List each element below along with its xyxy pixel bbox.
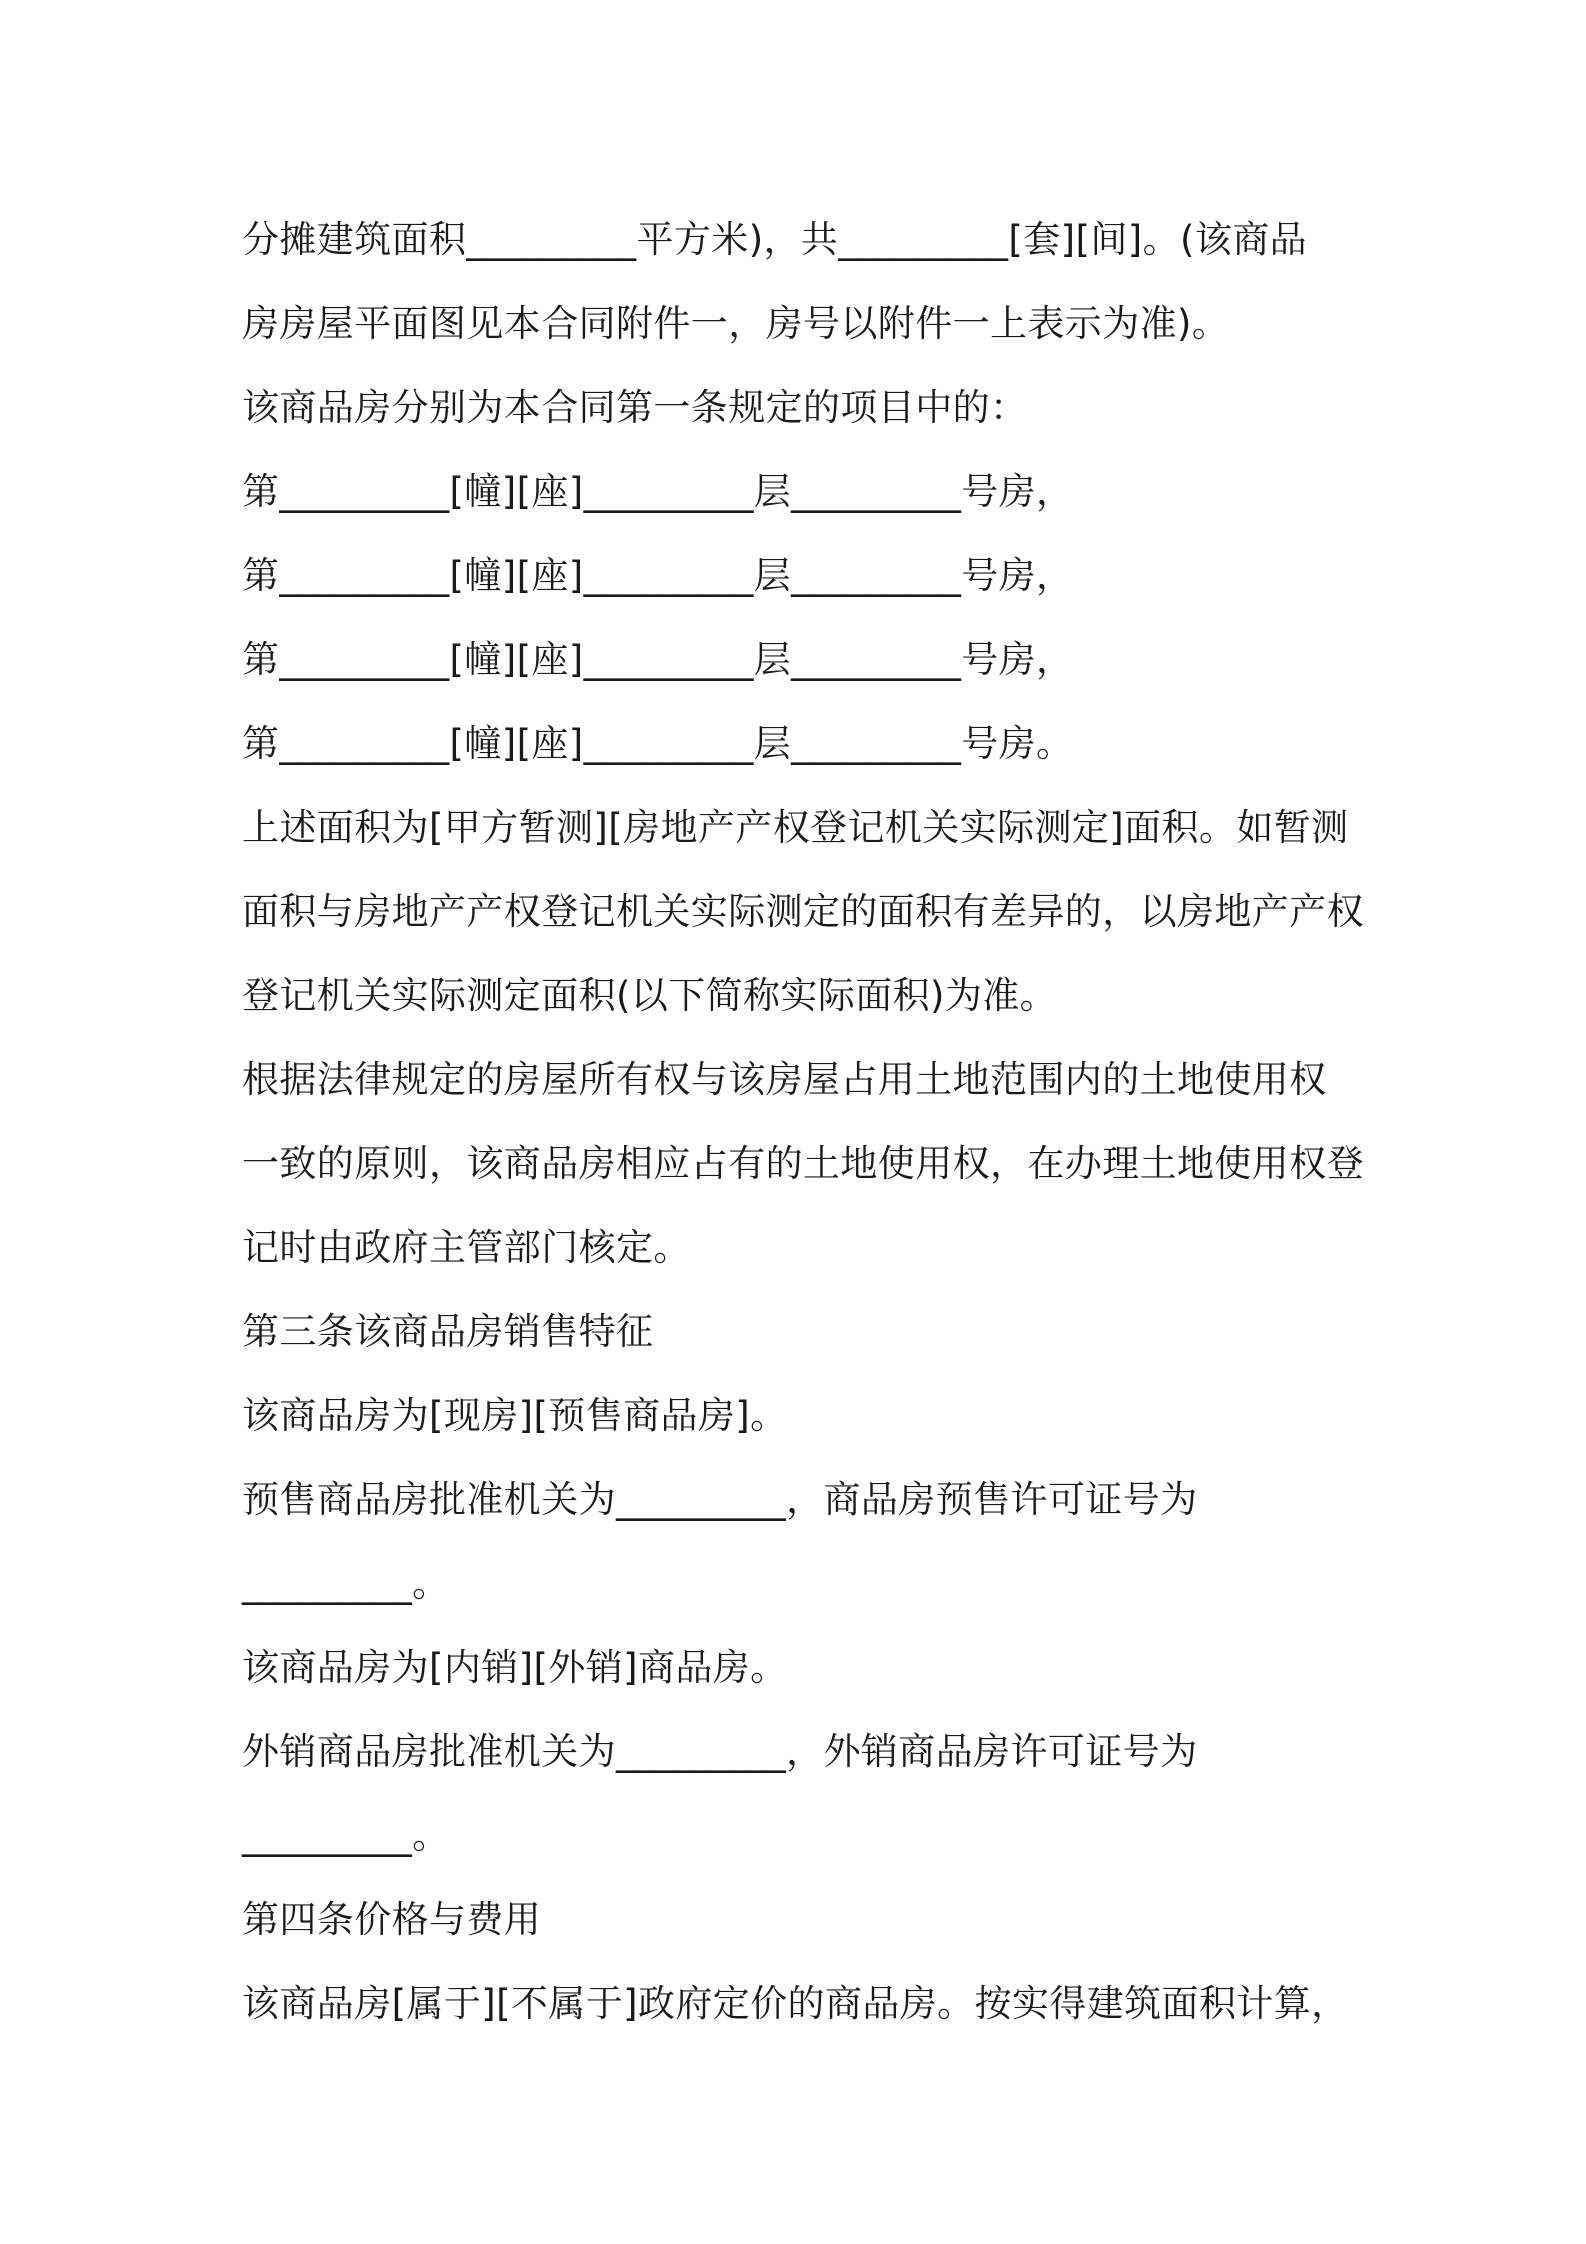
text-line: 该商品房为[内销][外销]商品房。: [242, 1646, 788, 1689]
text-line: 外销商品房批准机关为_________，外销商品房许可证号为: [242, 1730, 1198, 1773]
text-line: 第_________[幢][座]_________层_________号房。: [242, 722, 1074, 765]
text-line: 该商品房[属于][不属于]政府定价的商品房。按实得建筑面积计算，: [242, 1982, 1349, 2025]
text-line: 一致的原则，该商品房相应占有的土地使用权，在办理土地使用权登: [242, 1142, 1364, 1185]
document-body: [242, 198, 1372, 2046]
text-line: 面积与房地产产权登记机关实际测定的面积有差异的，以房地产产权: [242, 890, 1364, 933]
text-line: 登记机关实际测定面积(以下简称实际面积)为准。: [242, 974, 1058, 1017]
text-line: 根据法律规定的房屋所有权与该房屋占用土地范围内的土地使用权: [242, 1058, 1327, 1101]
section-heading: 第三条该商品房销售特征: [242, 1310, 654, 1353]
text-line: 第_________[幢][座]_________层_________号房，: [242, 638, 1074, 681]
text-line: 分摊建筑面积_________平方米)，共_________[套][间]。(该商品: [242, 218, 1308, 261]
text-line: 第_________[幢][座]_________层_________号房，: [242, 554, 1074, 597]
text-line: 房房屋平面图见本合同附件一，房号以附件一上表示为准)。: [242, 302, 1230, 345]
text-line: 上述面积为[甲方暂测][房地产产权登记机关实际测定]面积。如暂测: [242, 806, 1349, 849]
text-line: 记时由政府主管部门核定。: [242, 1226, 691, 1269]
text-line: 该商品房为[现房][预售商品房]。: [242, 1394, 788, 1437]
text-line: 该商品房分别为本合同第一条规定的项目中的：: [242, 386, 1028, 429]
text-line: 第_________[幢][座]_________层_________号房，: [242, 470, 1074, 513]
text-line: _________。: [242, 1814, 450, 1857]
text-line: _________。: [242, 1562, 450, 1605]
section-heading: 第四条价格与费用: [242, 1898, 542, 1941]
text-line: 预售商品房批准机关为_________，商品房预售许可证号为: [242, 1478, 1198, 1521]
